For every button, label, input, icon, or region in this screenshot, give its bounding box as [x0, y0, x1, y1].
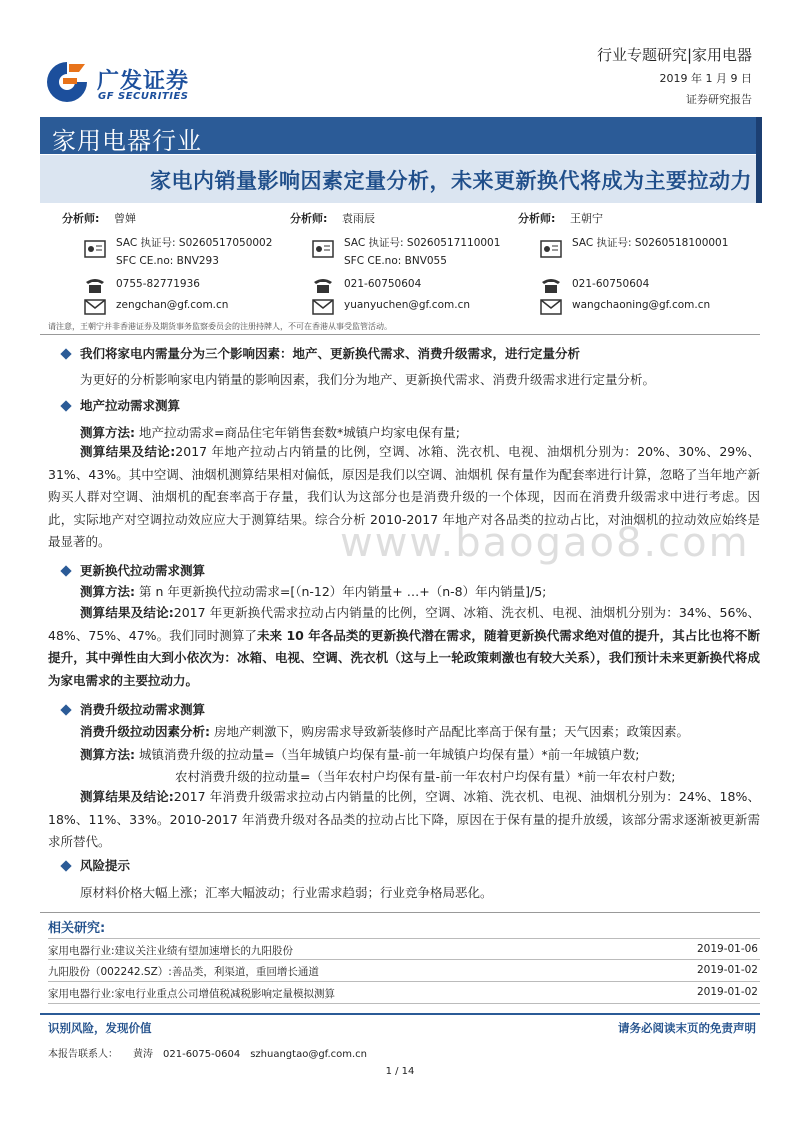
industry-band — [40, 117, 760, 154]
phone-icon — [312, 276, 334, 294]
analyst-sac: SAC 执证号: S0260517050002 — [116, 237, 273, 249]
section-heading-factors: 我们将家电内需量分为三个影响因素：地产、更新换代需求、消费升级需求，进行定量分析 — [80, 346, 581, 361]
related-row[interactable] — [48, 960, 760, 982]
report-contact: 本报告联系人： 黄涛 021-6075-0604 szhuangtao@gf.com.cn — [48, 1049, 368, 1060]
upgrade-method-rural: 农村消费升级的拉动量=（当年农村户均保有量-前一年农村户均保有量）*前一年农村户数; — [175, 769, 676, 784]
analyst-card — [518, 210, 748, 320]
analyst-label: 分析师: — [62, 212, 100, 225]
property-method — [80, 423, 460, 441]
watermark: www.baogao8.com — [340, 520, 750, 566]
result-label: 测算结果及结论: — [80, 605, 174, 620]
analyst-card — [62, 210, 292, 320]
analyst-label: 分析师: — [518, 212, 556, 225]
headline-band — [40, 155, 760, 203]
section-body-factors: 为更好的分析影响家电内销量的影响因素，我们分为地产、更新换代需求、消费升级需求进行定量分析。 — [80, 372, 656, 387]
result-text: 2017 年地产拉动占内销量的比例，空调、冰箱、洗衣机、电视、油烟机分别为：20%、30%、29%、31%、43%。其中空调、油烟机测算结果相对偏低，原因是我们以空调、油烟机 保有量作为配套率进行计算，忽略了当年地产新购买人群对空调、油烟机的配套率高于存量，我们认为这部分也是消费升级的一个体现，因而在消费升级需求中进行考虑。因此，实际地产对空调拉动效应应大于测算结果。综合分析 2010-2017 年地产对各品类的拉动占比，对油烟机的拉动效应始终是最显著的。 — [48, 444, 760, 549]
phone-icon — [84, 276, 106, 294]
company-logo — [45, 60, 215, 106]
analyst-sfc: SFC CE.no: BNV293 — [116, 255, 219, 267]
footer-notice: 请务必阅读末页的免责声明 — [618, 1021, 756, 1035]
related-date: 2019-01-06 — [696, 943, 758, 955]
certificate-icon — [84, 240, 106, 258]
related-row[interactable] — [48, 938, 760, 960]
method-text: 地产拉动需求=商品住宅年销售套数*城镇户均家电保有量; — [138, 425, 460, 440]
risk-text: 原材料价格大幅上涨；汇率大幅波动；行业需求趋弱；行业竞争格局恶化。 — [80, 885, 493, 900]
related-date: 2019-01-02 — [696, 986, 758, 998]
analyst-label: 分析师: — [290, 212, 328, 225]
report-headline: 家电内销量影响因素定量分析，未来更新换代将成为主要拉动力 — [150, 169, 752, 193]
method-text: 城镇消费升级的拉动量=（当年城镇户均保有量-前一年城镇户均保有量）*前一年城镇户数; — [138, 747, 640, 762]
phone-icon — [540, 276, 562, 294]
section-heading-upgrade: 消费升级拉动需求测算 — [80, 702, 206, 717]
bullet-icon — [60, 400, 71, 411]
analyst-name: 曾婵 — [114, 212, 136, 225]
disclaimer-note: 请注意，王朝宁并非香港证券及期货事务监察委员会的注册持牌人，不可在香港从事受监管活动。 — [48, 322, 392, 331]
upgrade-method — [80, 745, 639, 763]
bullet-icon — [60, 704, 71, 715]
upgrade-result — [48, 786, 760, 854]
band-edge — [756, 117, 762, 203]
result-text: 2017 年消费升级需求拉动占内销量的比例，空调、冰箱、洗衣机、电视、油烟机分别为：24%、18%、18%、11%、33%。2010-2017 年消费升级对各品类的拉动占比下降，原因在于保有量的提升放缓，该部分需求逐渐被更新需求所替代。 — [48, 789, 760, 849]
result-label: 测算结果及结论: — [80, 789, 174, 804]
result-text: 2017 年更新换代需求拉动占内销量的比例，空调、冰箱、洗衣机、电视、油烟机分别为：34%、56%、48%、75%、47%。我们同时测算了 — [48, 605, 760, 643]
footer-slogan: 识别风险，发现价值 — [48, 1021, 152, 1035]
analyst-email[interactable]: wangchaoning@gf.com.cn — [572, 299, 711, 311]
analyst-sfc: SFC CE.no: BNV055 — [344, 255, 447, 267]
factor-label: 消费升级拉动因素分析: — [80, 724, 210, 739]
email-icon — [312, 298, 334, 316]
certificate-icon — [540, 240, 562, 258]
section-heading-risk: 风险提示 — [80, 858, 131, 873]
divider — [40, 334, 760, 335]
analyst-phone: 021-60750604 — [344, 278, 422, 290]
related-research-title: 相关研究: — [48, 921, 106, 936]
section-heading-property: 地产拉动需求测算 — [80, 398, 181, 413]
related-date: 2019-01-02 — [696, 964, 758, 976]
analyst-name: 王朝宁 — [570, 212, 603, 225]
replacement-method — [80, 582, 546, 600]
email-icon — [540, 298, 562, 316]
method-label: 测算方法: — [80, 425, 135, 440]
email-icon — [84, 298, 106, 316]
section-heading-replacement: 更新换代拉动需求测算 — [80, 563, 206, 578]
bullet-icon — [60, 565, 71, 576]
report-date: 2019 年 1 月 9 日 — [659, 72, 752, 85]
logo-text-en: GF SECURITIES — [98, 91, 189, 102]
result-highlight: 未来 10 年各品类的更新换代潜在需求，随着更新换代需求绝对值的提升，其占比也将不断提升，其中弹性由大到小依次为：冰箱、电视、空调、洗衣机（这与上一轮政策刺激也有较大关系），我们预计未来更新换代将成为家电需求的主要拉动力。 — [48, 627, 760, 688]
result-label: 测算结果及结论: — [80, 444, 176, 459]
method-label: 测算方法: — [80, 584, 135, 599]
certificate-icon — [312, 240, 334, 258]
industry-title: 家用电器行业 — [52, 127, 202, 155]
bullet-icon — [60, 348, 71, 359]
analyst-phone: 0755-82771936 — [116, 278, 200, 290]
related-row[interactable] — [48, 982, 760, 1004]
upgrade-factor — [80, 722, 689, 740]
method-label: 测算方法: — [80, 747, 135, 762]
related-title[interactable]: 家用电器行业:建议关注业绩有望加速增长的九阳股份 — [48, 945, 294, 957]
analyst-card — [290, 210, 520, 320]
footer-divider — [40, 1013, 760, 1015]
report-category: 行业专题研究|家用电器 — [596, 46, 752, 64]
bullet-icon — [60, 860, 71, 871]
analyst-email[interactable]: zengchan@gf.com.cn — [116, 299, 229, 311]
gf-logo-icon — [45, 60, 89, 104]
analyst-phone: 021-60750604 — [572, 278, 650, 290]
related-title[interactable]: 九阳股份（002242.SZ）:善品类，利渠道，重回增长通道 — [48, 966, 319, 978]
analyst-name: 袁雨辰 — [342, 212, 375, 225]
page-number: 1 / 14 — [385, 1066, 415, 1077]
factor-text: 房地产刺激下，购房需求导致新装修时产品配比率高于保有量；天气因素；政策因素。 — [213, 724, 689, 739]
analyst-email[interactable]: yuanyuchen@gf.com.cn — [344, 299, 470, 311]
logo-text-cn: 广发证券 — [97, 69, 190, 94]
replacement-result — [48, 602, 760, 692]
method-text: 第 n 年更新换代拉动需求=[（n-12）年内销量+ …+（n-8）年内销量]/5; — [138, 584, 547, 599]
divider — [40, 912, 760, 913]
report-type: 证券研究报告 — [686, 93, 752, 106]
related-title[interactable]: 家用电器行业:家电行业重点公司增值税减税影响定量模拟测算 — [48, 988, 336, 1000]
analyst-sac: SAC 执证号: S0260518100001 — [572, 237, 729, 249]
analyst-sac: SAC 执证号: S0260517110001 — [344, 237, 501, 249]
